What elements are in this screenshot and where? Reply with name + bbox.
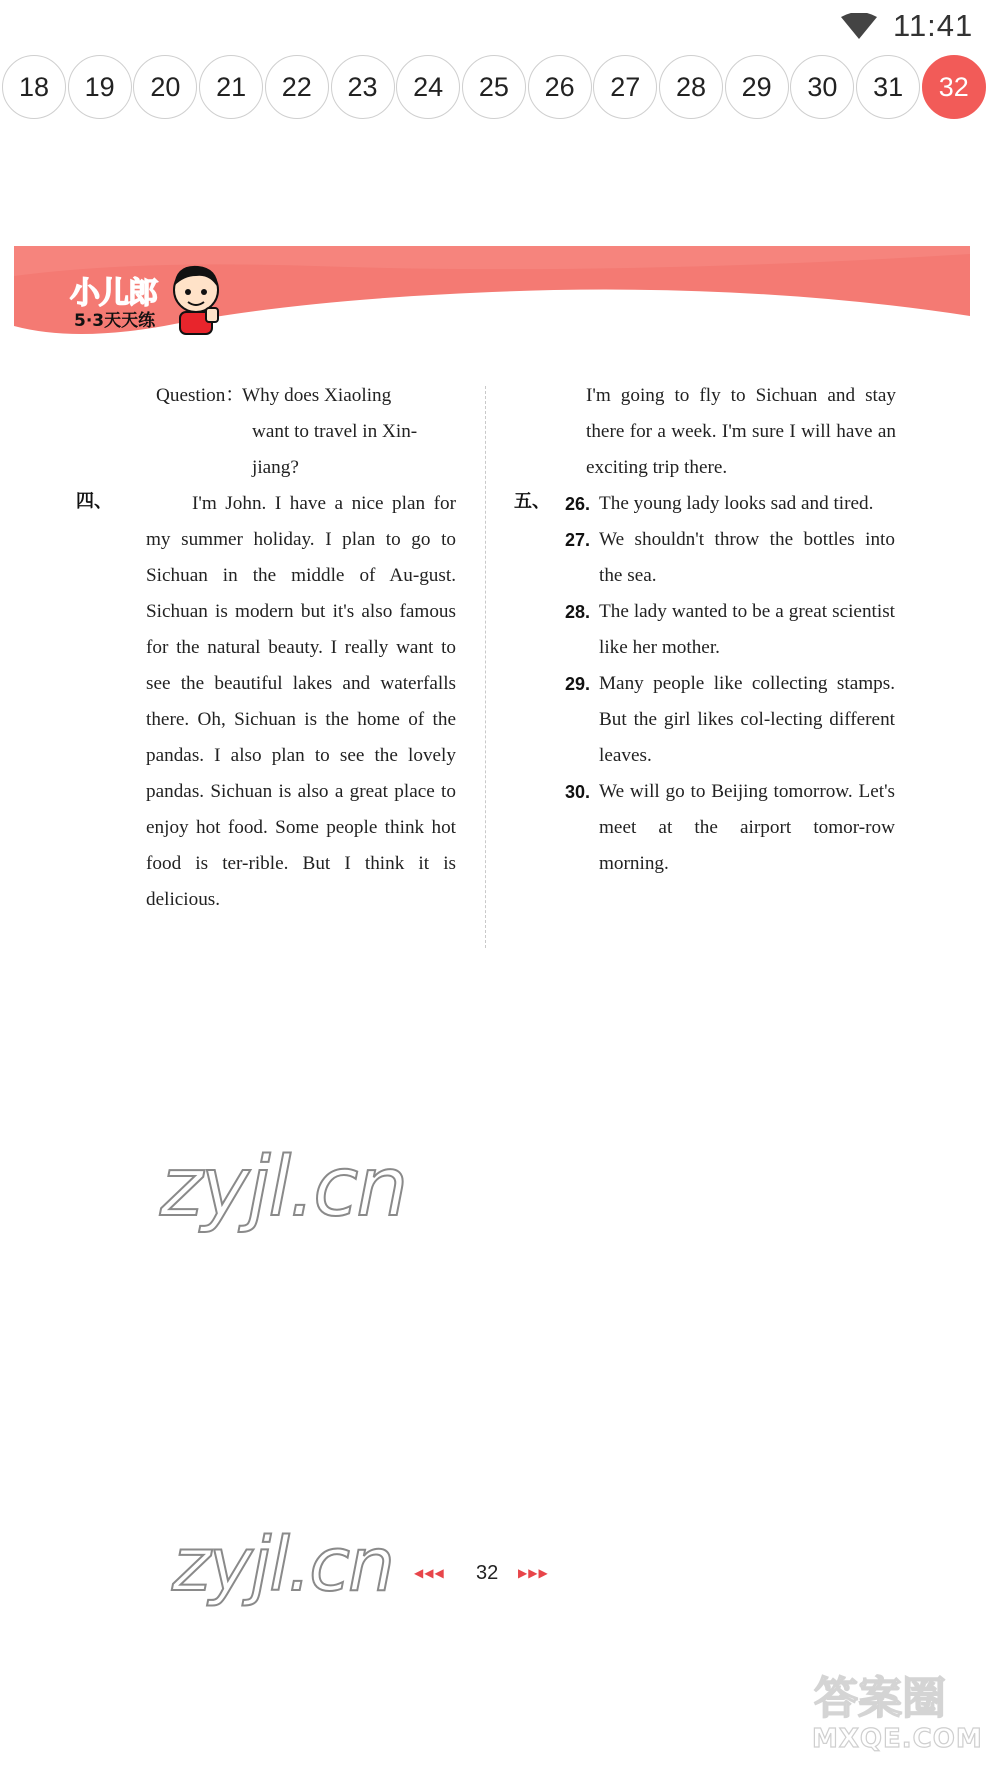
prev-arrows-icon: ◀◀◀ <box>414 1566 445 1580</box>
section-five-label: 五、 <box>514 491 550 512</box>
page-button-31[interactable]: 31 <box>856 55 920 119</box>
page-button-25[interactable]: 25 <box>462 55 526 119</box>
answer-item-text: The young lady looks sad and tired. <box>599 493 874 514</box>
page-selector <box>0 55 1000 125</box>
column-divider <box>485 386 486 948</box>
answer-item <box>565 486 895 522</box>
answer-item <box>565 522 895 594</box>
question-text-line-1: Why does Xiaoling <box>242 385 392 406</box>
answer-item <box>565 774 895 882</box>
answer-item <box>565 666 895 774</box>
page-button-23[interactable]: 23 <box>331 55 395 119</box>
corner-watermark-url: MXQE.COM <box>812 1724 983 1754</box>
logo-title: 小儿郎 <box>70 276 157 311</box>
question-text-line-3: jiang? <box>252 457 299 478</box>
answer-item-number: 27. <box>565 530 591 550</box>
answer-item-number: 29. <box>565 674 591 694</box>
page-button-22[interactable]: 22 <box>265 55 329 119</box>
mascot-icon <box>166 262 226 336</box>
page-button-24[interactable]: 24 <box>396 55 460 119</box>
right-column-passage <box>586 378 896 486</box>
page-button-19[interactable]: 19 <box>68 55 132 119</box>
status-bar <box>0 0 1000 50</box>
watermark-primary: zyjl.cn <box>160 1140 407 1235</box>
page-button-32[interactable]: 32 <box>922 55 986 119</box>
answer-item-text: We shouldn't throw the bottles into the sea. <box>599 529 895 586</box>
page-button-18[interactable]: 18 <box>2 55 66 119</box>
answer-item-text: We will go to Beijing tomorrow. Let's meet at the airport tomor-row morning. <box>599 781 895 874</box>
watermark-secondary: zyjl.cn <box>172 1522 393 1608</box>
passage-continued-text: I'm going to fly to Sichuan and stay there for a week. I'm sure I will have an exciting trip there. <box>586 385 896 478</box>
header-banner <box>14 246 970 338</box>
question-text-line-2: want to travel in Xin- <box>252 421 418 442</box>
page-button-26[interactable]: 26 <box>528 55 592 119</box>
logo-subtitle: 5·3天天练 <box>74 311 156 331</box>
answer-item <box>565 594 895 666</box>
page-button-30[interactable]: 30 <box>790 55 854 119</box>
page-footer <box>410 1562 610 1592</box>
answer-item-text: Many people like collecting stamps. But the girl likes col-lecting different leaves. <box>599 673 895 766</box>
next-arrows-icon: ▶▶▶ <box>518 1566 549 1580</box>
answer-item-number: 26. <box>565 494 591 514</box>
page-button-29[interactable]: 29 <box>725 55 789 119</box>
page-button-21[interactable]: 21 <box>199 55 263 119</box>
page-button-27[interactable]: 27 <box>593 55 657 119</box>
answer-list <box>565 486 895 882</box>
wifi-icon <box>841 13 877 39</box>
status-clock: 11:41 <box>893 8 974 43</box>
page-button-20[interactable]: 20 <box>133 55 197 119</box>
answer-item-number: 30. <box>565 782 591 802</box>
question-label: Question： <box>156 385 245 406</box>
corner-watermark-text: 答案圈 <box>814 1673 946 1724</box>
answer-item-number: 28. <box>565 602 591 622</box>
question-line <box>146 378 456 414</box>
section-four-label: 四、 <box>76 491 112 512</box>
answer-item-text: The lady wanted to be a great scientist like her mother. <box>599 601 895 658</box>
passage-text: I'm John. I have a nice plan for my summer holiday. I plan to go to Sichuan in the middle of Au-gust. Sichuan is modern but it's also famous for the natural beauty. I really want to see the beautiful lakes and waterfalls there. Oh, Sichuan is the home of the pandas. I also plan to see the lovely pandas. Sichuan is also a great place to enjoy hot food. Some people think hot food is ter-rible. But I think it is delicious. <box>146 493 456 910</box>
left-column <box>146 378 456 918</box>
page-number: 32 <box>476 1562 499 1584</box>
page-button-28[interactable]: 28 <box>659 55 723 119</box>
